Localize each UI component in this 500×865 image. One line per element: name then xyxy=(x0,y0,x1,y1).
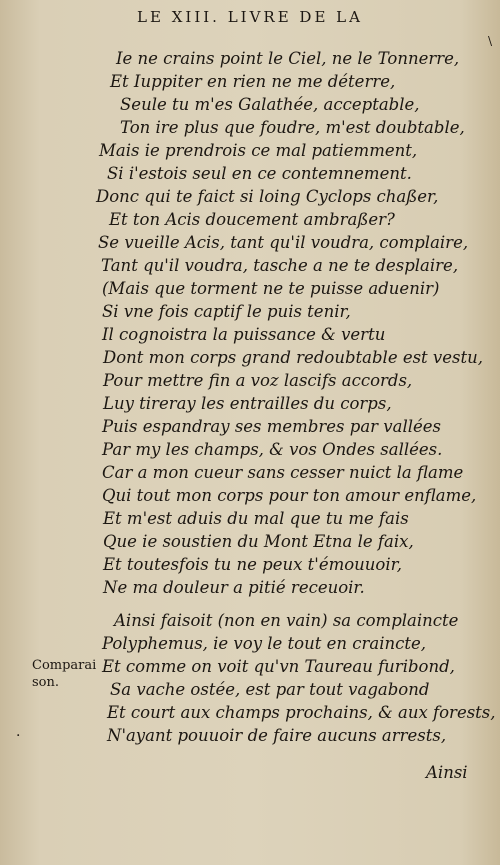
marginal-note: Comparai son. xyxy=(32,658,97,690)
verse-line: Sa vache ostée, est par tout vagabond xyxy=(110,680,430,699)
verse-line: Donc qui te faict si loing Cyclops chaßer, xyxy=(96,187,439,206)
verse-line: Pour mettre fin a voz lascifs accords, xyxy=(103,371,413,390)
verse-line: Ne ma douleur a pitié receuoir. xyxy=(103,578,365,597)
verse-line: Seule tu m'es Galathée, acceptable, xyxy=(120,95,420,114)
verse-line: Tant qu'il voudra, tasche a ne te desplaire, xyxy=(101,256,459,275)
verse-line: Et Iuppiter en rien ne me déterre, xyxy=(110,72,396,91)
verse-line: Se vueille Acis, tant qu'il voudra, complaire, xyxy=(98,233,469,252)
verse-line: Si i'estois seul en ce contemnement. xyxy=(107,164,412,183)
verse-line: Ie ne crains point le Ciel, ne le Tonnerre, xyxy=(116,49,460,68)
verse-line: Il cognoistra la puissance & vertu xyxy=(102,325,386,344)
verse-line: Mais ie prendrois ce mal patiemment, xyxy=(99,141,418,160)
verse-line: Ainsi faisoit (non en vain) sa complaincte xyxy=(114,611,459,630)
verse-line: N'ayant pouuoir de faire aucuns arrests, xyxy=(107,726,447,745)
catchword: Ainsi xyxy=(426,763,468,782)
verse-line: Qui tout mon corps pour ton amour enflame, xyxy=(102,486,477,505)
verse-line: Et comme on voit qu'vn Taureau furibond, xyxy=(102,657,455,676)
verse-line: Si vne fois captif le puis tenir, xyxy=(102,302,351,321)
verse-line: Luy tireray les entrailles du corps, xyxy=(103,394,392,413)
running-head: LE XIII. LIVRE DE LA xyxy=(137,8,363,26)
margin-tick-mark: \ xyxy=(488,34,493,48)
verse-line: Et toutesfois tu ne peux t'émouuoir, xyxy=(103,555,402,574)
verse-line: Dont mon corps grand redoubtable est vestu, xyxy=(103,348,483,367)
verse-line: (Mais que torment ne te puisse aduenir) xyxy=(102,279,440,298)
verse-line: Ton ire plus que foudre, m'est doubtable, xyxy=(120,118,465,137)
verse-line: Puis espandray ses membres par vallées xyxy=(102,417,441,436)
verse-line: Polyphemus, ie voy le tout en craincte, xyxy=(102,634,426,653)
verse-line: Et m'est aduis du mal que tu me fais xyxy=(103,509,409,528)
verse-line: Par my les champs, & vos Ondes sallées. xyxy=(102,440,443,459)
verse-line: Et court aux champs prochains, & aux forests, xyxy=(107,703,496,722)
verse-line: Car a mon cueur sans cesser nuict la flame xyxy=(102,463,464,482)
margin-dot-mark: · xyxy=(16,728,21,744)
verse-line: Que ie soustien du Mont Etna le faix, xyxy=(103,532,414,551)
verse-line: Et ton Acis doucement ambraßer? xyxy=(109,210,395,229)
